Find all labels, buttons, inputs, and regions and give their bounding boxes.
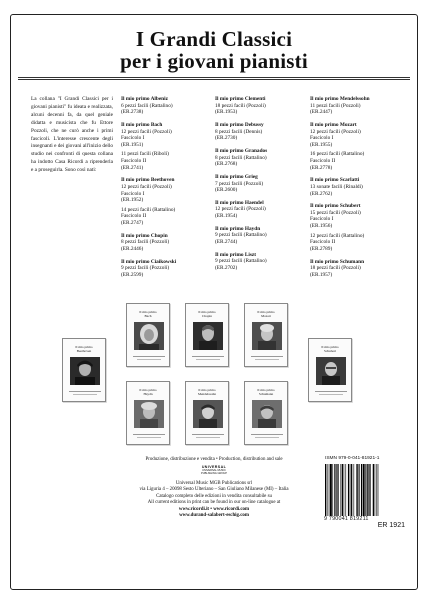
catalog-entry: Il mio primo Clementi 18 pezzi facili (Pozzoli) (ER.1953) <box>215 96 266 116</box>
barcode-bar <box>344 464 345 516</box>
cover-thumbnail-mozart: Il mio primo Mozart <box>244 303 288 367</box>
barcode-bar <box>356 464 357 516</box>
barcode-bar <box>375 464 376 516</box>
production-notice: Produzione, distribuzione e vendita • Production, distribution and sale <box>145 457 283 462</box>
barcode-image <box>324 464 400 516</box>
barcode-bar <box>329 464 330 516</box>
cover-thumbnail-bach: Il mio primo Bach <box>126 303 170 367</box>
barcode-bar <box>345 464 346 516</box>
barcode-bar <box>330 464 332 516</box>
barcode-bar <box>334 464 335 516</box>
catalog-entry: Il mio primo Bach 12 pezzi facili (Pozzoli) Fascicolo I (ER.1951) <box>121 121 172 148</box>
catalog-entry: Il mio primo Grieg 7 pezzi facili (Pozzoli) (ER.2600) <box>215 173 264 194</box>
catalog-entry: 12 pezzi facili (Rattalino) Fascicolo II (ER.2789) <box>310 232 365 252</box>
catalog-entry: Il mio primo Haydn 9 pezzi facili (Rattalino) (ER.2744) <box>215 225 267 246</box>
catalog-entry: 14 pezzi facili (Rattalino) Fascicolo II (ER.2747) <box>121 206 176 226</box>
barcode-bar <box>354 464 355 516</box>
publisher-name: Universal Music MGB Publications srl <box>175 481 253 486</box>
catalog-entry: Il mio primo Schubert 15 pezzi facili (Pozzoli) Fascicolo I (ER.1956) <box>310 203 361 230</box>
cover-thumbnail-schumann: Il mio primo Schumann <box>244 381 288 445</box>
barcode-bar <box>348 464 349 516</box>
cover-thumbnail-chopin: Il mio primo Chopin <box>185 303 229 367</box>
intro-paragraph: La collana "I Grandi Classici per i giovani pianisti" fu ideata e realizzata, alcuni decenni fa, da quel geniale didatta e musicista che fu Ettore Pozzoli, che ne curò anche i primi fascicoli. L'interesse crescente degli insegnanti e dei giovani all'inizio dello studio nei confronti di questa collana ha indotto Casa Ricordi a riprenderla e a proseguirla. Sono così nati: <box>31 96 114 174</box>
barcode-bar <box>351 464 352 516</box>
catalog-entry: 11 pezzi facili (Riboli) Fascicolo II (ER.2741) <box>121 151 169 171</box>
portrait-image <box>193 400 223 428</box>
barcode-bar <box>363 464 365 516</box>
ismn-code: ISMN 979-0-041-81921-1 <box>325 456 380 461</box>
portrait-image <box>193 322 223 350</box>
cover-thumbnail-mendelssohn: Il mio primo Mendelssohn <box>185 381 229 445</box>
barcode-number: 9 790041 819211 <box>324 516 369 522</box>
catalog-entry: Il mio primo Mozart 12 pezzi facili (Pozzoli) Fascicolo I (ER.1955) <box>310 121 361 148</box>
series-title-line2: per i giovani pianisti <box>120 49 308 73</box>
portrait-image <box>316 357 346 385</box>
catalog-entry: Il mio primo Chopin 8 pezzi facili (Pozzoli) (ER.2446) <box>121 232 170 252</box>
cover-thumbnail-beethoven: Il mio primo Beethoven <box>62 338 106 402</box>
portrait-image <box>252 400 282 428</box>
series-title-line1: I Grandi Classici <box>135 27 293 51</box>
barcode-bar <box>327 464 328 516</box>
catalog-entry: Il mio primo Schumann 18 pezzi facili (Pozzoli) (ER.1957) <box>310 258 365 278</box>
barcode-bar <box>332 464 333 516</box>
portrait-image <box>70 357 100 385</box>
barcode-bar <box>342 464 343 516</box>
barcode-bar <box>336 464 337 516</box>
barcode-bar <box>367 464 368 516</box>
catalog-entry: 16 pezzi facili (Rattalino) Fascicolo II (ER.2778) <box>310 151 365 171</box>
portrait-image <box>134 322 164 350</box>
barcode-bar <box>359 464 360 516</box>
catalog-entry: Il mio primo Albeniz 6 pezzi facili (Rattalino) (ER.2738) <box>121 96 173 116</box>
barcode-bar <box>325 464 326 516</box>
catalog-entry: Il mio primo Liszt 9 pezzi facili (Rattalino) (ER.2702) <box>215 251 267 271</box>
publisher-address: via Liguria 4 – 20098 Sesto Ulteriano – San Giuliano Milanese (MI) – Italia <box>139 487 289 493</box>
catalog-entry: Il mio primo Ciaikowski 9 pezzi facili (Pozzoli) (ER.2599) <box>121 258 177 278</box>
barcode-bar <box>376 464 377 516</box>
barcode-bar <box>365 464 366 516</box>
catalog-entry: Il mio primo Mendelssohn 11 pezzi facili (Pozzoli) (ER.2447) <box>310 96 370 116</box>
catalog-entry: Il mio primo Beethoven 12 pezzi facili (Pozzoli) Fascicolo I (ER.1952) <box>121 177 175 204</box>
catalog-entry: Il mio primo Scarlatti 13 sonate facili (Rinaldi) (ER.2762) <box>310 177 363 197</box>
universal-logo: UNIVERSAL UNIVERSAL MUSIC PUBLISHING GROUP <box>201 465 227 475</box>
ricordi-links[interactable]: www.ricordi.it • www.ricordi.com <box>178 506 250 512</box>
cover-thumbnail-haydn: Il mio primo Haydn <box>126 381 170 445</box>
barcode-bar <box>378 464 379 516</box>
barcode-bar <box>373 464 374 516</box>
catalog-note-en: All current editions in print can be found in our on-line catalogue at <box>147 500 281 506</box>
barcode-bar <box>361 464 362 516</box>
barcode-bar <box>370 464 371 516</box>
publisher-info <box>122 481 306 519</box>
durand-link[interactable]: www.durand-salabert-eschig.com <box>179 513 249 519</box>
catalog-entry: Il mio primo Haendel 12 pezzi facili (Pozzoli) (ER.1954) <box>215 199 266 220</box>
portrait-image <box>134 400 164 428</box>
barcode-bar <box>337 464 338 516</box>
cover-thumbnail-schubert: Il mio primo Schubert <box>308 338 352 402</box>
barcode-bar <box>341 464 342 516</box>
portrait-image <box>252 322 282 350</box>
barcode-bar <box>350 464 351 516</box>
catalog-entry: Il mio primo Debussy 8 pezzi facili (Dennis) (ER.2730) <box>215 121 264 142</box>
catalog-entry: Il mio primo Granados 8 pezzi facili (Rattalino) (ER.2768) <box>215 147 268 168</box>
barcode-bar <box>357 464 358 516</box>
catalog-note-it: Catalogo completo delle edizioni in vendita consultabile su <box>156 493 272 499</box>
catalog-code: ER 1921 <box>377 522 405 529</box>
barcode-bar <box>368 464 369 516</box>
